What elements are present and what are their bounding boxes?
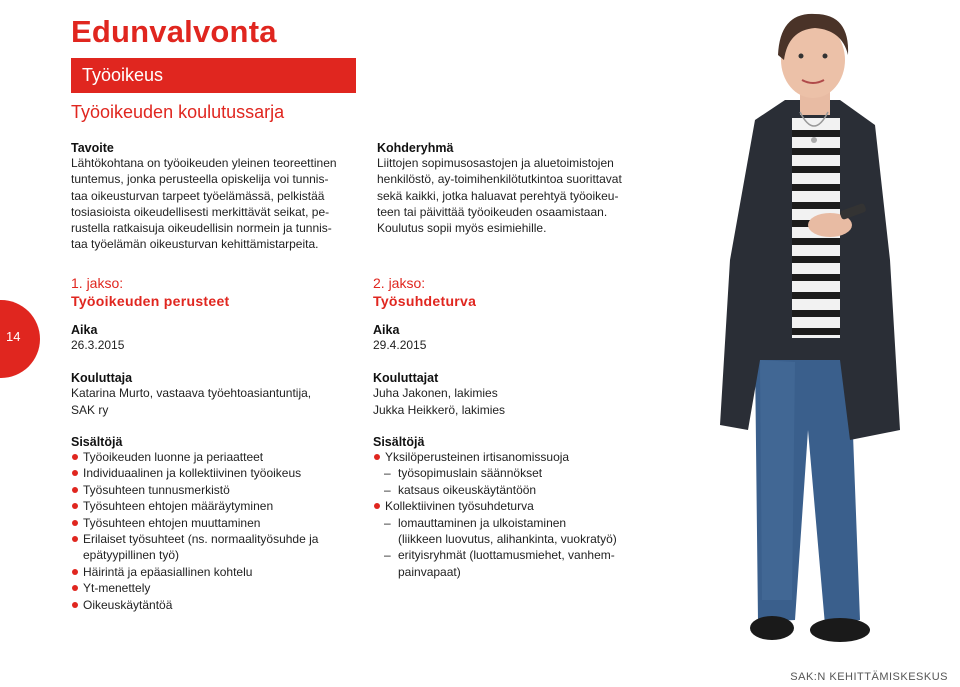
aika-value: 29.4.2015 <box>373 338 427 352</box>
bullet-item: Työsuhteen tunnusmerkistö <box>71 482 371 498</box>
dash-subitem: – lomauttaminen ja ulkoistaminen <box>373 515 673 531</box>
jakso-2-column <box>373 274 673 580</box>
text-line: sekä kaikki, jotka haluavat perehtyä työoikeu- <box>377 188 619 203</box>
sisalto-heading: Sisältöjä <box>71 434 123 449</box>
kohderyhma-text <box>377 155 677 236</box>
continuation-line: (liikkeen luovutus, alihankinta, vuokratyö) <box>398 531 617 546</box>
text-line: Lähtökohtana on työoikeuden yleinen teoreettinen <box>71 156 337 170</box>
bullet-item: Yksilöperusteinen irtisanomissuoja <box>373 449 673 465</box>
text-line: henkilöstö, ay-toimihenkilötutkintoa suorittavat <box>377 172 622 187</box>
text-line: tosiasioista oikeudellisesti merkittävät seikat, pe- <box>71 204 330 219</box>
jakso-title: Työoikeuden perusteet <box>71 293 230 309</box>
text-line: SAK ry <box>71 402 109 417</box>
text-line: taa työelämän oikeusturvan kehittämistarpeita. <box>71 237 319 252</box>
tavoite-heading: Tavoite <box>71 141 114 155</box>
dash-subitem: – erityisryhmät (luottamusmiehet, vanhem- <box>373 547 673 563</box>
page-title: Edunvalvonta <box>71 14 277 49</box>
page-number: 14 <box>6 329 21 344</box>
dash-subitem: – työsopimuslain säännökset <box>373 465 673 481</box>
dash-subitem: – katsaus oikeuskäytäntöön <box>373 482 673 498</box>
tavoite-block <box>71 141 371 253</box>
section-banner: Työoikeus <box>71 58 356 93</box>
bullet-item: Oikeuskäytäntöä <box>71 597 371 613</box>
kouluttaja-heading: Kouluttaja <box>71 371 133 386</box>
bullet-item: Työsuhteen ehtojen määräytyminen <box>71 498 371 514</box>
bullet-item: Häirintä ja epäasiallinen kohtelu <box>71 564 371 580</box>
kohderyhma-block <box>377 141 677 236</box>
series-subtitle: Työoikeuden koulutussarja <box>71 102 285 122</box>
text-line: tuntemus, jonka perusteella opiskelija voi tunnis- <box>71 172 329 187</box>
aika-heading: Aika <box>373 323 400 337</box>
text-line: rustella ratkaisuja oikeudellisin normein ja tunnis- <box>71 221 332 236</box>
text-line: Katarina Murto, vastaava työehtoasiantuntija, <box>71 386 312 401</box>
jakso-label: 1. jakso: <box>71 275 124 291</box>
bullet-item: Yt-menettely <box>71 580 371 596</box>
page-number-badge <box>0 300 40 378</box>
bullet-item: Työoikeuden luonne ja periaatteet <box>71 449 371 465</box>
continuation-line: painvapaat) <box>398 564 461 579</box>
text-line: taa oikeusturvan tarpeet työelämässä, pelkistää <box>71 188 325 203</box>
bullet-item: Työsuhteen ehtojen muuttaminen <box>71 515 371 531</box>
jakso-1-column <box>71 274 371 613</box>
kouluttaja-heading: Kouluttajat <box>373 371 439 386</box>
text-line: Jukka Heikkerö, lakimies <box>373 402 506 417</box>
sisalto-list <box>71 449 371 613</box>
continuation-line: epätyypillinen työ) <box>83 548 180 563</box>
bullet-item: Erilaiset työsuhteet (ns. normaalityösuhde ja <box>71 531 371 547</box>
tavoite-text <box>71 155 371 253</box>
jakso-label: 2. jakso: <box>373 275 426 291</box>
bullet-item: Kollektiivinen työsuhdeturva <box>373 498 673 514</box>
bullet-item: Individuaalinen ja kollektiivinen työoikeus <box>71 465 371 481</box>
kouluttaja-text <box>373 385 673 418</box>
aika-value: 26.3.2015 <box>71 338 125 352</box>
sisalto-list <box>373 449 673 580</box>
text-line: Juha Jakonen, lakimies <box>373 386 498 401</box>
woman-portrait-photo <box>700 0 960 687</box>
text-line: teen tai päivittää työoikeuden osaamistaan. <box>377 204 608 219</box>
sisalto-heading: Sisältöjä <box>373 434 425 449</box>
text-line: Koulutus sopii myös esimiehille. <box>377 221 547 236</box>
kouluttaja-text <box>71 385 371 418</box>
jakso-title: Työsuhdeturva <box>373 293 477 309</box>
footer-publisher: SAK:N KEHITTÄMISKESKUS <box>790 671 948 683</box>
text-line: Liittojen sopimusosastojen ja aluetoimistojen <box>377 156 614 170</box>
aika-heading: Aika <box>71 323 98 337</box>
kohderyhma-heading: Kohderyhmä <box>377 141 454 155</box>
